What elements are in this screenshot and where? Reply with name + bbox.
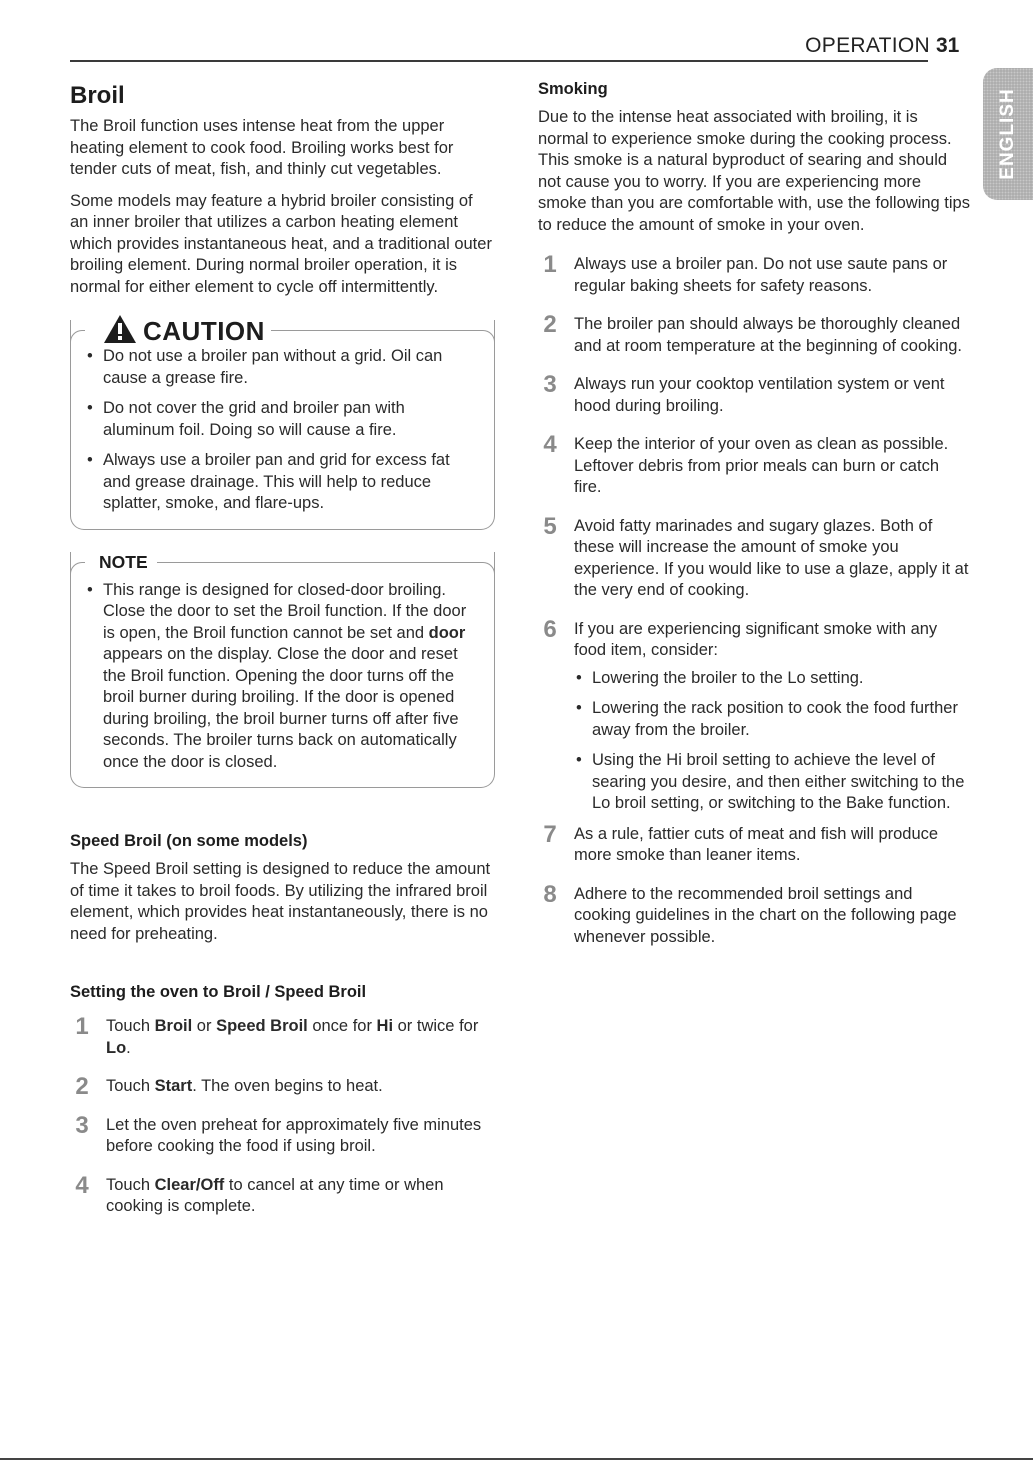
setting-step: 3 Let the oven preheat for approximately five minutes before cooking the food if using broil. (75, 1111, 482, 1155)
smoking-heading: Smoking (538, 80, 608, 98)
smoking-step: 1 Always use a broiler pan. Do not use saute pans or regular baking sheets for safety reasons. (543, 251, 948, 295)
door-display-word: door (428, 623, 466, 642)
broil-paragraph-1: The Broil function uses intense heat from the upper heating element to cook food. Broiling works best for tender cuts of meat, fish, and thinly cut vegetables. (70, 117, 454, 178)
caution-item: • Do not cover the grid and broiler pan with aluminum foil. Doing so will cause a fire. (87, 399, 405, 439)
setting-step: 2 Touch Start. The oven begins to heat. (75, 1073, 383, 1100)
smoking-step: 2 The broiler pan should always be thoroughly cleaned and at room temperature at the beginning of cooking. (543, 311, 962, 355)
smoking-step: 6 If you are experiencing significant smoke with any food item, consider: • Lowering the broiler to the Lo setting. • Lowering the rack position to cook the food further away from the broiler. • Using the Hi broil setting to achieve the level of searing you desire, and then either switching to the Lo broil setting, or switching to the Bake function. (538, 619, 970, 815)
smoking-step: 7 As a rule, fattier cuts of meat and fish will produce more smoke than leaner items. (543, 820, 939, 864)
header-rule (70, 60, 928, 62)
smoking-step: 8 Adhere to the recommended broil settings and cooking guidelines in the chart on the following page whenever possible. (543, 880, 957, 946)
caution-label (99, 314, 269, 349)
smoking-sub-item: • Using the Hi broil setting to achieve the level of searing you desire, and then either switching to the Lo broil setting, or switching to the Bake function. (576, 751, 965, 812)
section-title: OPERATION (805, 34, 930, 57)
broil-heading: Broil (70, 82, 125, 109)
caution-box (70, 316, 495, 530)
warning-triangle-icon (103, 314, 137, 349)
smoking-steps (538, 251, 970, 948)
language-tab (983, 68, 1033, 200)
caution-title: CAUTION (143, 316, 265, 346)
note-item: • This range is designed for closed-door broiling. Close the door to set the Broil function. If the door is open, the Broil function cannot be set and door appears on the display. Close the door and reset the Broil function. Opening the door turns off the broil burner during broiling. If the door is opened during broiling, the broil burner turns off after five seconds. The broiler turns back on automatically once the door is closed. (87, 580, 467, 771)
caution-list (71, 346, 480, 515)
speed-broil-text: The Speed Broil setting is designed to reduce the amount of time it takes to broil foods. By utilizing the infrared broil element, which provides heat instantaneously, there is no need for preheating. (70, 860, 491, 943)
caution-item: • Do not use a broiler pan without a grid. Oil can cause a grease fire. (87, 347, 443, 387)
smoking-step: 4 Keep the interior of your oven as clean as possible. Leftover debris from prior meals can burn or catch fire. (543, 431, 949, 496)
setting-step: 4 Touch Clear/Off to cancel at any time or when cooking is complete. (75, 1171, 444, 1215)
smoking-step: 3 Always run your cooktop ventilation system or vent hood during broiling. (543, 371, 945, 415)
language-tab-label: ENGLISH (997, 88, 1018, 180)
smoking-intro: Due to the intense heat associated with broiling, it is normal to experience smoke during the cooking process. This smoke is a natural byproduct of searing and should not cause you to worry. If you are experiencing more smoke than you are comfortable with, use the following tips to reduce the amount of smoke in your oven. (538, 108, 970, 234)
right-column (538, 80, 970, 948)
page-number: 31 (936, 34, 960, 57)
note-box (70, 552, 495, 789)
smoking-step: 5 Avoid fatty marinades and sugary glazes. Both of these will increase the amount of smoke you experience. If you would like to use a glaze, apply it at the very end of cooking. (543, 512, 969, 599)
smoking-sub-list (574, 668, 970, 815)
note-list (71, 580, 480, 774)
broil-paragraph-2: Some models may feature a hybrid broiler consisting of an inner broiler that utilizes a carbon heating element which provides instantaneous heat, and a traditional outer broiling element. During normal broiler operation, it is normal for either element to cycle off intermittently. (70, 191, 492, 296)
speed-broil-heading: Speed Broil (on some models) (70, 832, 308, 850)
setting-steps (70, 1013, 495, 1218)
smoking-sub-item: • Lowering the broiler to the Lo setting. (576, 668, 864, 687)
note-title: NOTE (93, 552, 154, 573)
caution-item: • Always use a broiler pan and grid for excess fat and grease drainage. This will help to reduce splatter, smoke, and flare-ups. (87, 451, 450, 512)
smoking-sub-item: • Lowering the rack position to cook the food further away from the broiler. (576, 699, 958, 739)
left-column (70, 80, 495, 1218)
setting-step: 1 Touch Broil or Speed Broil once for Hi or twice for Lo. (75, 1013, 479, 1057)
setting-heading: Setting the oven to Broil / Speed Broil (70, 983, 367, 1001)
